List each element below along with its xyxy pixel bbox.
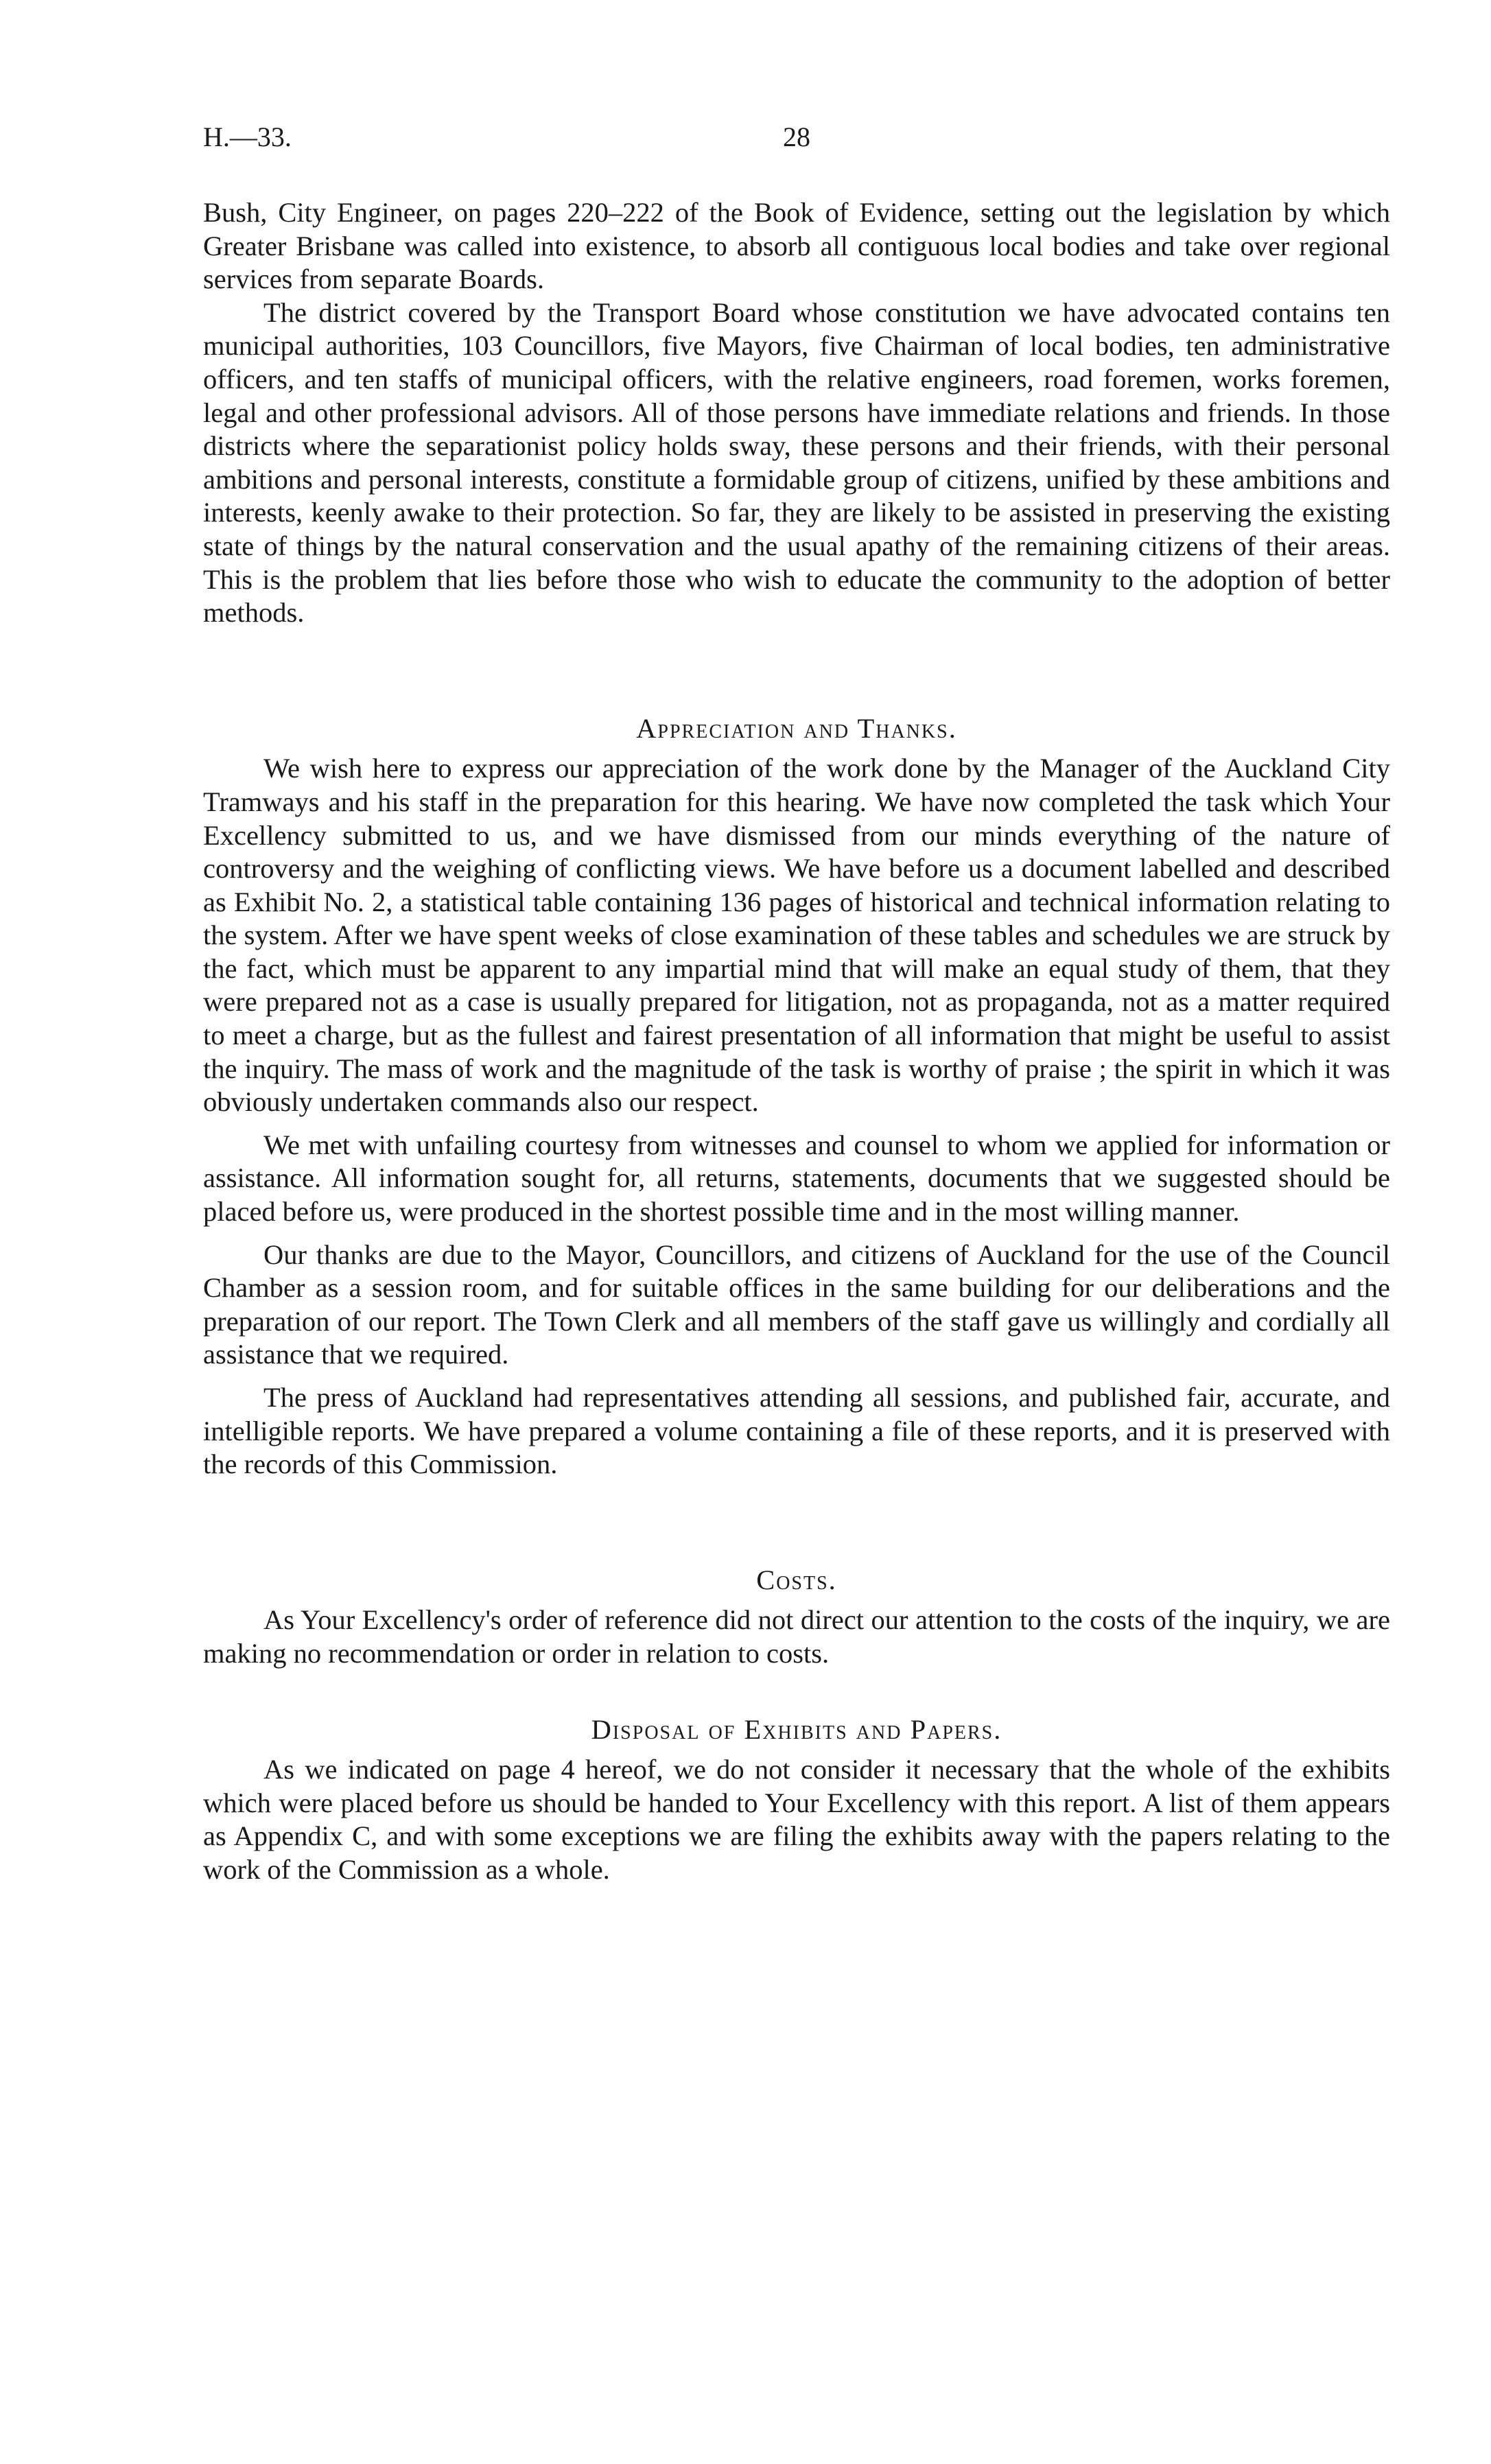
- body-text: [203, 196, 1390, 1887]
- appreciation-paragraph-4: The press of Auckland had representatives attending all sessions, and published fair, accurate, and intelligible reports. We have prepared a volume containing a file of these reports, and it is preserved with the records of this Commission.: [203, 1382, 1390, 1480]
- appreciation-paragraph-2: We met with unfailing courtesy from witnesses and counsel to whom we applied for information or assistance. All information sought for, all returns, statements, documents that we suggested should be placed before us, were produced in the shortest possible time and in the most willing manner.: [203, 1129, 1390, 1228]
- costs-paragraph: As Your Excellency's order of reference did not direct our attention to the costs of the inquiry, we are making no recommendation or order in relation to costs.: [203, 1604, 1390, 1669]
- intro-paragraph: Bush, City Engineer, on pages 220–222 of the Book of Evidence, setting out the legislation by which Greater Brisbane was called into existence, to absorb all contiguous local bodies and take over regional services from separate Boards.: [203, 197, 1390, 295]
- page-number: 28: [783, 121, 810, 152]
- disposal-paragraph: As we indicated on page 4 hereof, we do not consider it necessary that the whole of the exhibits which were placed before us should be handed to Your Excellency with this report. A list of them appears as Appendix C, and with some exceptions we are filing the exhibits away with the papers relating to the work of the Commission as a whole.: [203, 1754, 1390, 1885]
- district-paragraph: The district covered by the Transport Board whose constitution we have advocated contains ten municipal authorities, 103 Councillors, five Mayors, five Chairman of local bodies, ten administrative officers, and ten staffs of municipal officers, with the relative engineers, road foremen, works foremen, legal and other professional advisors. All of those persons have immediate relations and friends. In those districts where the separationist policy holds sway, these persons and their friends, with their personal ambitions and personal interests, constitute a formidable group of citizens, unified by these ambitions and interests, keenly awake to their protection. So far, they are likely to be assisted in preserving the existing state of things by the natural conservation and the usual apathy of the remaining citizens of their areas. This is the problem that lies before those who wish to educate the community to the adoption of better methods.: [203, 296, 1390, 629]
- document-reference: H.—33.: [203, 121, 292, 152]
- section-heading-appreciation: Appreciation and Thanks.: [636, 712, 957, 744]
- running-header: [203, 121, 1390, 162]
- section-heading-costs: Costs.: [756, 1564, 837, 1595]
- section-heading-disposal: Disposal of Exhibits and Papers.: [591, 1713, 1002, 1745]
- appreciation-paragraph-3: Our thanks are due to the Mayor, Councillors, and citizens of Auckland for the use of the Council Chamber as a session room, and for suitable offices in the same building for our deliberations and the preparation of our report. The Town Clerk and all members of the staff gave us willingly and cordially all assistance that we required.: [203, 1239, 1390, 1370]
- appreciation-paragraph-1: We wish here to express our appreciation of the work done by the Manager of the Auckland City Tramways and his staff in the preparation for this hearing. We have now completed the task which Your Excellency submitted to us, and we have dismissed from our minds everything of the nature of controversy and the weighing of conflicting views. We have before us a document labelled and described as Exhibit No. 2, a statistical table containing 136 pages of historical and technical information relating to the system. After we have spent weeks of close examination of these tables and schedules we are struck by the fact, which must be apparent to any impartial mind that will make an equal study of them, that they were prepared not as a case is usually prepared for litigation, not as propaganda, not as a matter required to meet a charge, but as the fullest and fairest presentation of all information that might be useful to assist the inquiry. The mass of work and the magnitude of the task is worthy of praise ; the spirit in which it was obviously undertaken commands also our respect.: [203, 753, 1390, 1118]
